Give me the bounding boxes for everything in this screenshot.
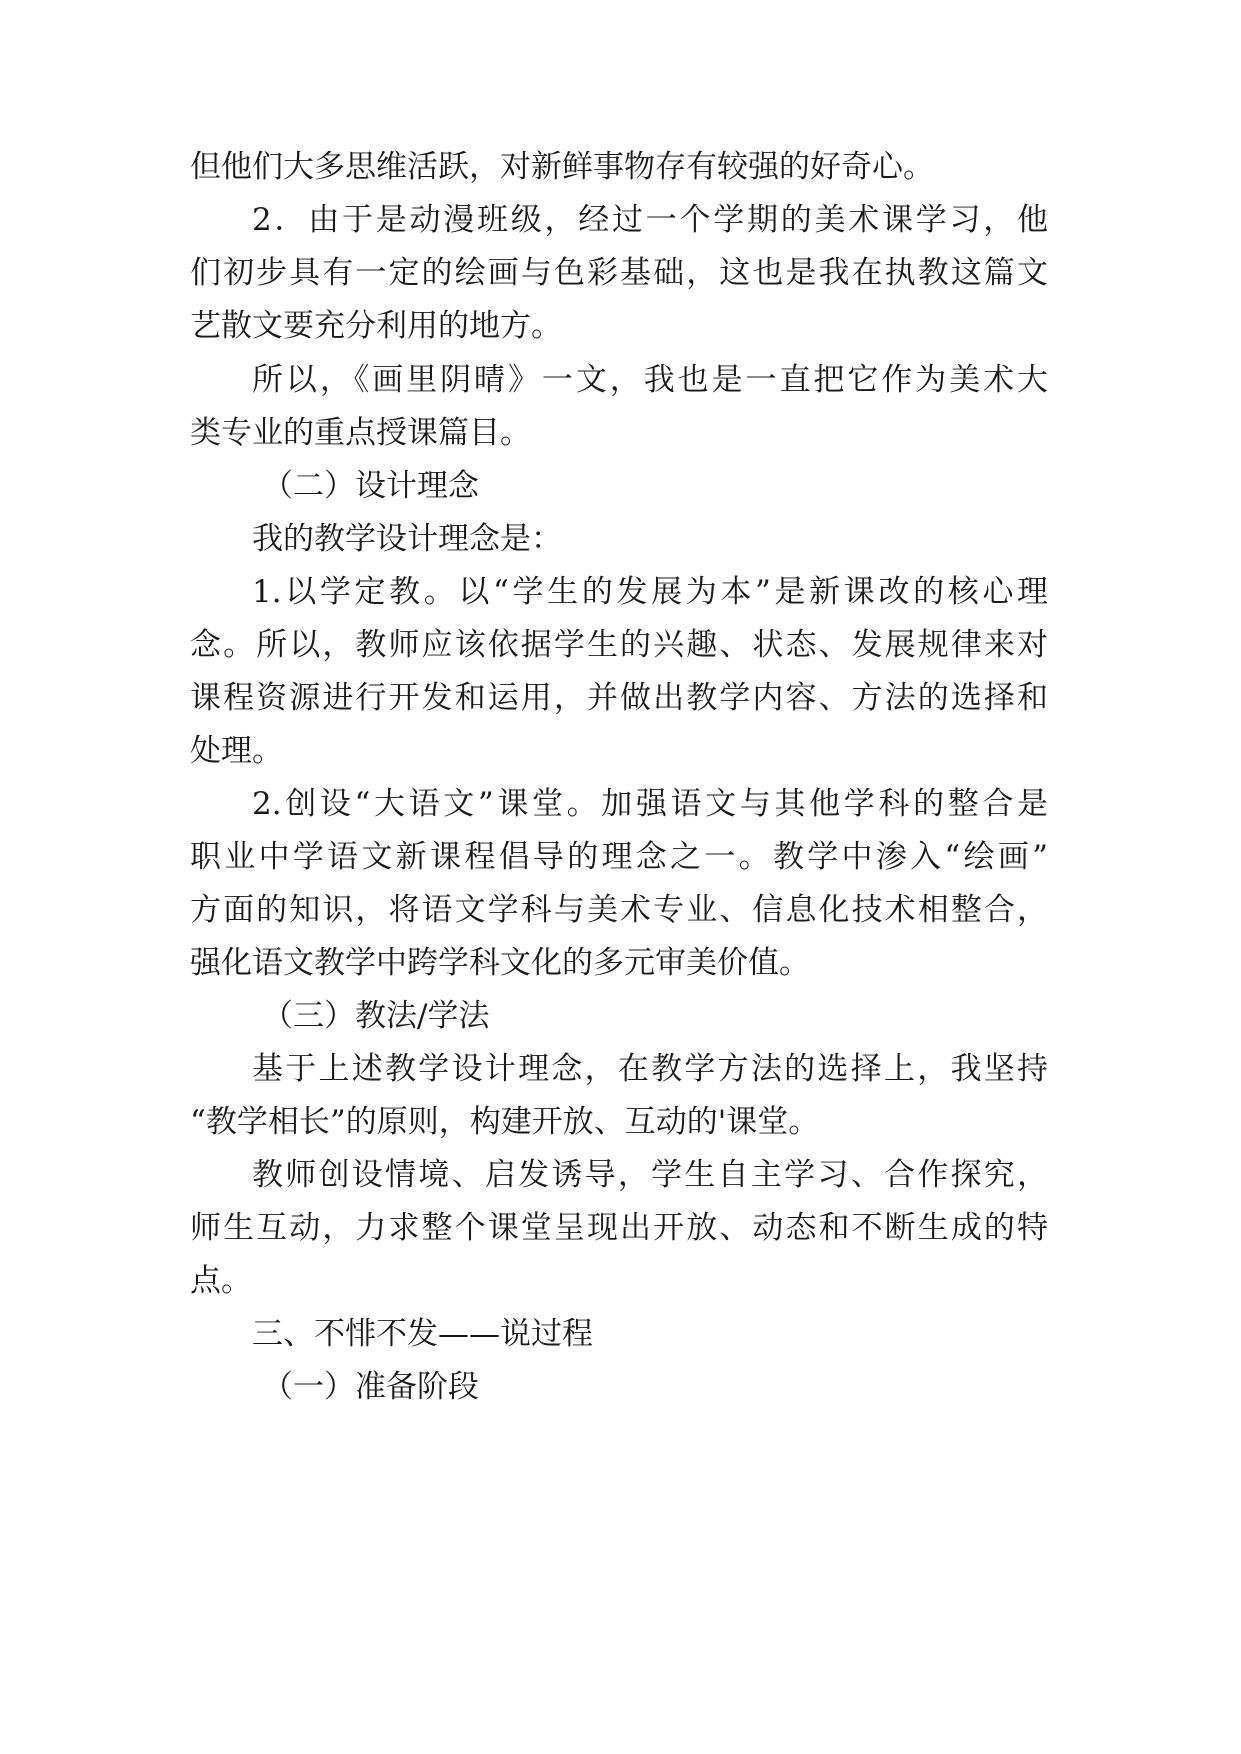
body-line: 2.创设“大语文”课堂。加强语文与其他学科的整合是	[252, 786, 1048, 822]
body-line: 基于上述教学设计理念，在教学方法的选择上，我坚持	[252, 1051, 1048, 1087]
body-line: 但他们大多思维活跃，对新鲜事物存有较强的好奇心。	[190, 149, 934, 185]
section-heading: 三、不悱不发——说过程	[252, 1316, 593, 1352]
body-line: 们初步具有一定的绘画与色彩基础，这也是我在执教这篇文	[190, 255, 1048, 291]
body-line: 处理。	[190, 733, 283, 769]
body-line: 我的教学设计理念是：	[252, 521, 562, 557]
body-line: 类专业的重点授课篇目。	[190, 415, 531, 451]
body-line: 师生互动，力求整个课堂呈现出开放、动态和不断生成的特	[190, 1210, 1048, 1246]
body-line: “教学相长”的原则，构建开放、互动的'课堂。	[190, 1104, 820, 1140]
section-heading: （三）教法/学法	[262, 998, 490, 1034]
body-line: 艺散文要充分利用的地方。	[190, 308, 562, 344]
body-line: 所以，《画里阴晴》一文，我也是一直把它作为美术大	[252, 362, 1048, 398]
body-line: 方面的知识，将语文学科与美术专业、信息化技术相整合，	[190, 892, 1048, 928]
body-line: 念。所以，教师应该依据学生的兴趣、状态、发展规律来对	[190, 627, 1048, 663]
body-line: 教师创设情境、启发诱导，学生自主学习、合作探究，	[252, 1157, 1048, 1193]
section-heading: （二）设计理念	[262, 468, 479, 504]
body-line: 2．由于是动漫班级，经过一个学期的美术课学习，他	[252, 202, 1048, 238]
body-line: 课程资源进行开发和运用，并做出教学内容、方法的选择和	[190, 680, 1048, 716]
body-line: 1.以学定教。以“学生的发展为本”是新课改的核心理	[252, 574, 1048, 610]
section-heading: （一）准备阶段	[262, 1369, 479, 1405]
body-line: 强化语文教学中跨学科文化的多元审美价值。	[190, 945, 810, 981]
body-line: 职业中学语文新课程倡导的理念之一。教学中渗入“绘画”	[190, 839, 1048, 875]
body-line: 点。	[190, 1263, 252, 1299]
